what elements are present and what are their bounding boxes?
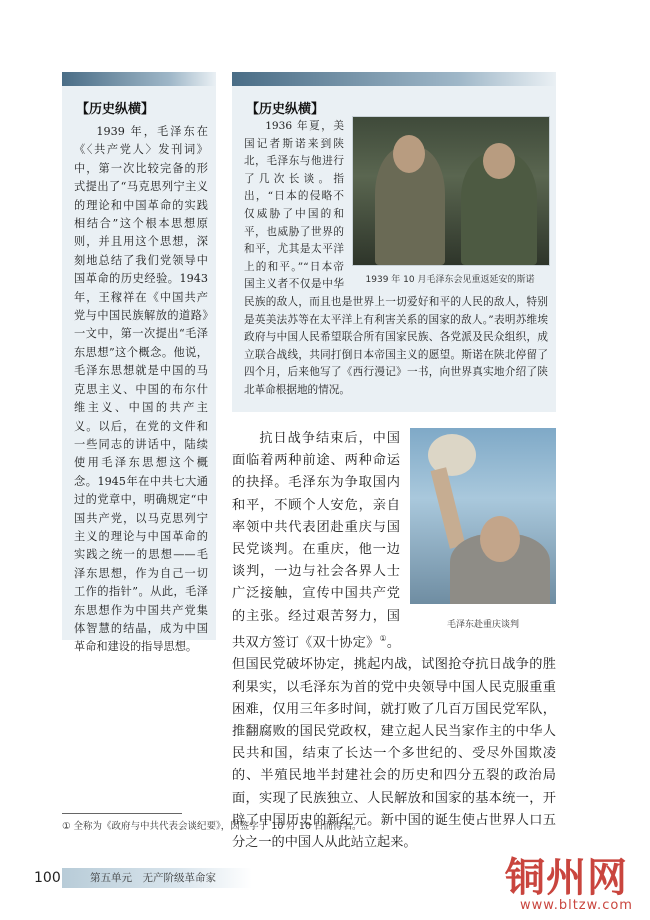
photo-arm-shape (431, 467, 466, 548)
history-sidebar-left (62, 72, 216, 654)
photo-caption: 1939 年 10 月毛泽东会见重返延安的斯诺 (365, 275, 535, 285)
photo-caption: 毛泽东赴重庆谈判 (446, 620, 519, 630)
sidebar-header-bar (62, 72, 216, 86)
footnote-divider (62, 813, 182, 814)
sidebar-title: 【历史纵横】 (76, 102, 155, 117)
unit-label: 第五单元 无产阶级革命家 (62, 868, 252, 888)
photo-face-shape (480, 516, 520, 562)
photo-mao-chongqing (410, 428, 556, 604)
photo-figure (410, 428, 556, 628)
page-number: 100 (34, 870, 61, 886)
photo-figure (352, 116, 548, 286)
history-sidebar-right (232, 72, 556, 412)
watermark-logo: 铜州网 (505, 854, 628, 901)
photo-figure-head (483, 143, 515, 179)
main-text-part2: 。但国民党破坏协定，挑起内战，试图抢夺抗日战争的胜利果实，以毛泽东为首的党中央领导中国人民克服重重困难，仅用三年多时间，就打败了几百万国民党军队，推翻腐败的国民党政权，建立起人民当家作主的中华人民共和国，结束了长达一个多世纪的、受尽外国欺凌的、半殖民地半封建社会的历史和四分五裂的政治局面，实现了民族独立、人民解放和国家的基本统一，开辟了中国历史的新纪元。新中国的诞生使占世界人口五分之一的中国人从此站立起来。 (232, 635, 556, 851)
sidebar-text: 1936 年夏，美国记者斯诺来到陕北，毛泽东与他进行了几次长谈。指出，“日本的侵略不仅威胁了中国的和平，也威胁了世界的和平，尤其是太平洋上的和平。”“日本帝国主义者不仅是中华民族的敌人，而且也是世界上一切爱好和平的人民的敌人，特别是英美法苏等在太平洋上有利害关系的国家的敌人。”表明苏维埃政府与中国人民希望联合所有国家民族、各党派及民众组织，成立联合战线，共同打倒日本帝国主义的愿望。斯诺在陕北停留了四个月，后来他写了《西行漫记》一书，向世界真实地介绍了陕北革命根据地的情况。 (244, 120, 548, 396)
sidebar-paragraph (244, 118, 548, 400)
main-paragraph (232, 428, 556, 854)
photo-figure-head (393, 135, 425, 173)
sidebar-header-bar (232, 72, 556, 86)
footnote: ① 全称为《政府与中共代表会谈纪要》，因签字于 10 月 10 日而得名。 (62, 821, 362, 832)
sidebar-paragraph: 1939 年，毛泽东在《〈共产党人〉发刊词》中，第一次比较完备的形式提出了“马克思列宁主义的理论和中国革命的实践相结合”这个根本思想原则，并且用这个思想，深刻地总结了我们党领导中国革命的历史经验。1943年，王稼祥在《中国共产党与中国民族解放的道路》一文中，第一次提出“毛泽东思想”这个概念。他说，毛泽东思想就是中国的马克思主义、中国的布尔什维主义、中国的共产主义。以后，在党的文件和一些同志的讲话中，陆续使用毛泽东思想这个概念。1945年在中共七大通过的党章中，明确规定“中国共产党，以马克思列宁主义的理论与中国革命的实践之统一的思想——毛泽东思想，作为自己一切工作的指针”。从此，毛泽东思想作为中国共产党集体智慧的结晶，成为中国革命和建设的指导思想。 (74, 125, 208, 654)
watermark-url: www.bltzw.com (520, 898, 633, 913)
photo-mao-and-snow (352, 116, 550, 266)
footnote-marker[interactable]: ① (379, 633, 387, 643)
main-text-part1: 抗日战争结束后，中国面临着两种前途、两种命运的抉择。毛泽东为争取国内和平，不顾个人安危，亲自率领中共代表团赴重庆与国民党谈判。在重庆，他一边谈判，一边与社会各界人士广泛接触，宣传中国共产党的主张。经过艰苦努力，国共双方签订《双十协定》 (232, 431, 400, 651)
sidebar-title: 【历史纵横】 (246, 102, 325, 117)
